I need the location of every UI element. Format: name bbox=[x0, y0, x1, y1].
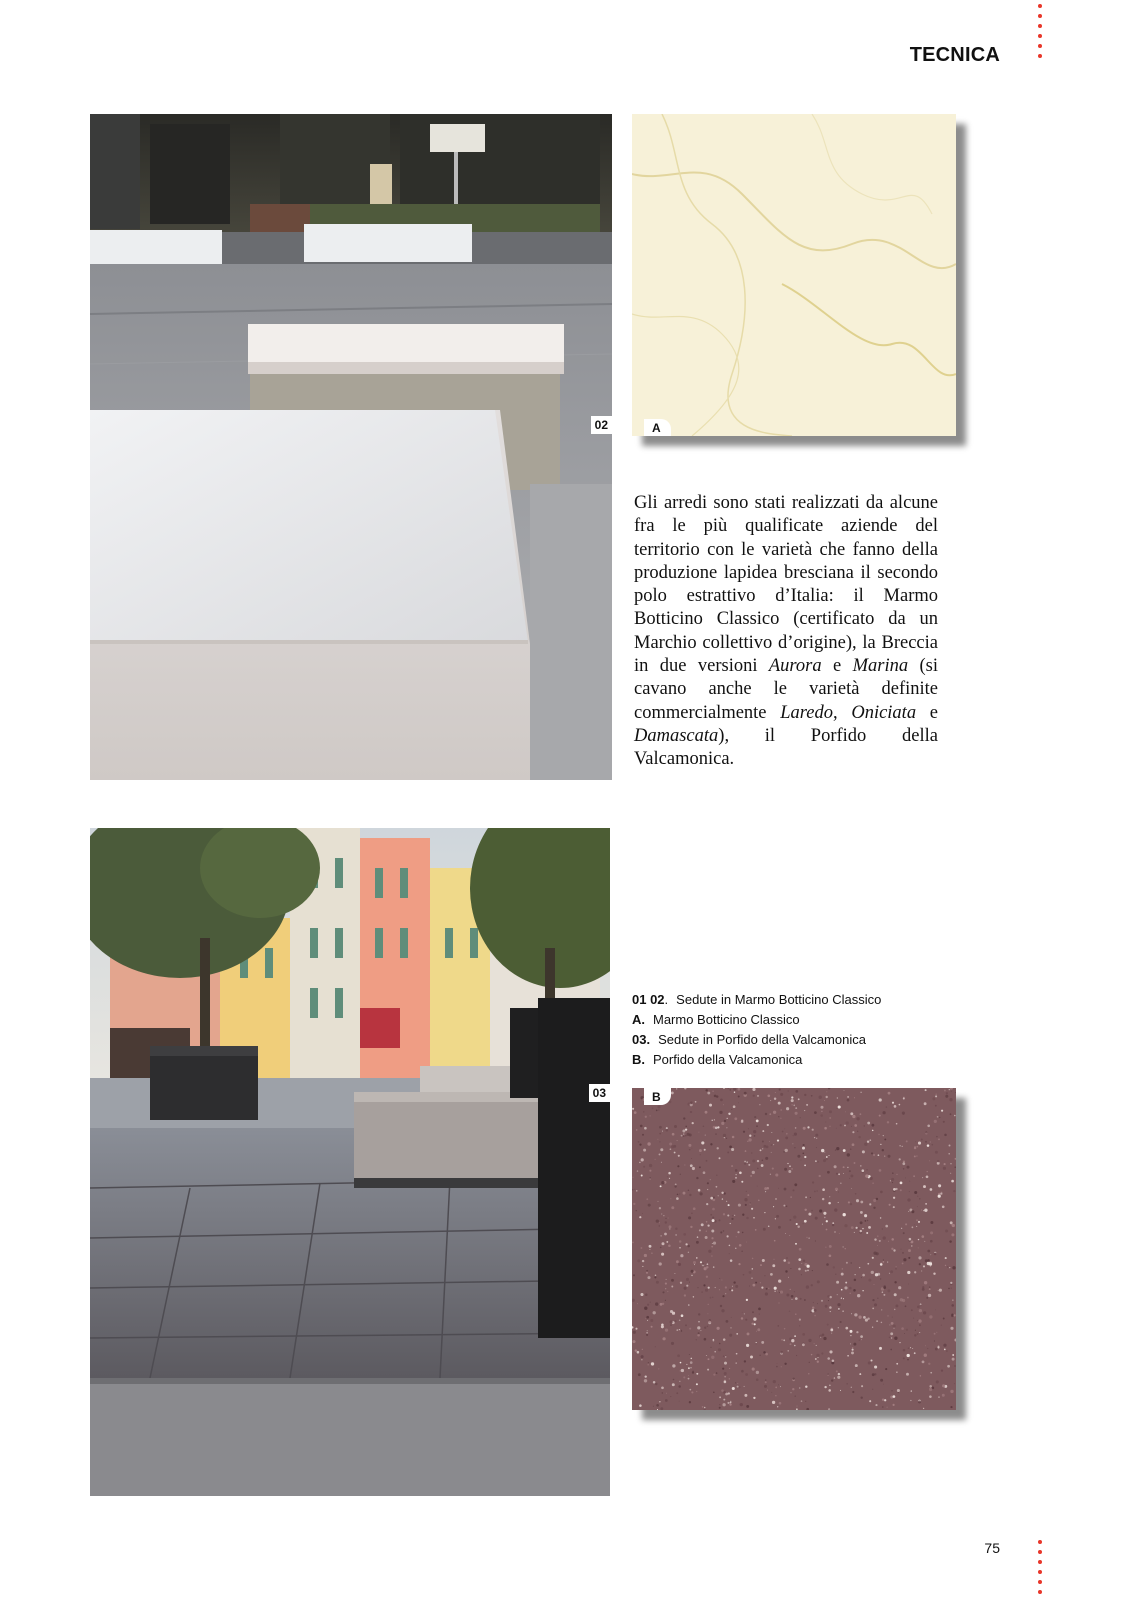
italic-damascata: Damascata bbox=[634, 725, 719, 746]
caption-text: Porfido della Valcamonica bbox=[653, 1052, 803, 1067]
caption-number: A. bbox=[632, 1012, 645, 1027]
body-text-part: e bbox=[821, 656, 853, 677]
caption-row bbox=[632, 1030, 952, 1050]
body-text-part: e bbox=[916, 702, 938, 723]
body-text-part: ), il Porfido della Valcamonica. bbox=[634, 725, 938, 770]
swatch-a-tag: A bbox=[644, 419, 671, 436]
caption-text: Sedute in Marmo Botticino Classico bbox=[676, 992, 882, 1007]
decorative-dots-top bbox=[1038, 4, 1042, 64]
caption-number: B. bbox=[632, 1052, 645, 1067]
captions-list bbox=[632, 990, 952, 1070]
photo-03-porphyry-seats bbox=[90, 828, 610, 1496]
body-paragraph bbox=[634, 492, 938, 772]
swatch-b-tag: B bbox=[644, 1088, 671, 1105]
photo-02-marble-seats bbox=[90, 114, 612, 780]
caption-number: 01 02 bbox=[632, 992, 665, 1007]
italic-oniciata: Oniciata bbox=[851, 702, 917, 723]
body-text-part: Gli arredi sono stati realizzati da alcune fra le più qualificate aziende del territorio con le varietà che fanno della produzione lapidea bresciana il secondo polo estrattivo d’Italia: il Marmo Botticino Classico (certificato da un Marchio collettivo d’origine), la Breccia in due versioni bbox=[634, 493, 938, 677]
decorative-dots-bottom bbox=[1038, 1540, 1042, 1600]
photo-02-tag: 02 bbox=[591, 416, 612, 434]
page-number: 75 bbox=[984, 1540, 1000, 1556]
photo-03-tag: 03 bbox=[589, 1084, 610, 1102]
body-text-part: (si cavano anche le varietà definite commercialmente bbox=[634, 656, 938, 723]
body-text-part: , bbox=[833, 702, 852, 723]
caption-text: Sedute in Porfido della Valcamonica bbox=[658, 1032, 866, 1047]
caption-row bbox=[632, 1050, 952, 1070]
italic-laredo: Laredo bbox=[780, 702, 833, 723]
caption-separator: . bbox=[664, 992, 669, 1007]
italic-marina: Marina bbox=[852, 656, 909, 677]
caption-row bbox=[632, 990, 952, 1010]
caption-text: Marmo Botticino Classico bbox=[653, 1012, 800, 1027]
body-text bbox=[634, 492, 938, 772]
section-title: TECNICA bbox=[909, 44, 1000, 66]
caption-number: 03. bbox=[632, 1032, 651, 1047]
italic-aurora: Aurora bbox=[768, 656, 822, 677]
swatch-a-botticino-marble bbox=[632, 114, 956, 436]
caption-row bbox=[632, 1010, 952, 1030]
swatch-b-porphyry bbox=[632, 1088, 956, 1410]
